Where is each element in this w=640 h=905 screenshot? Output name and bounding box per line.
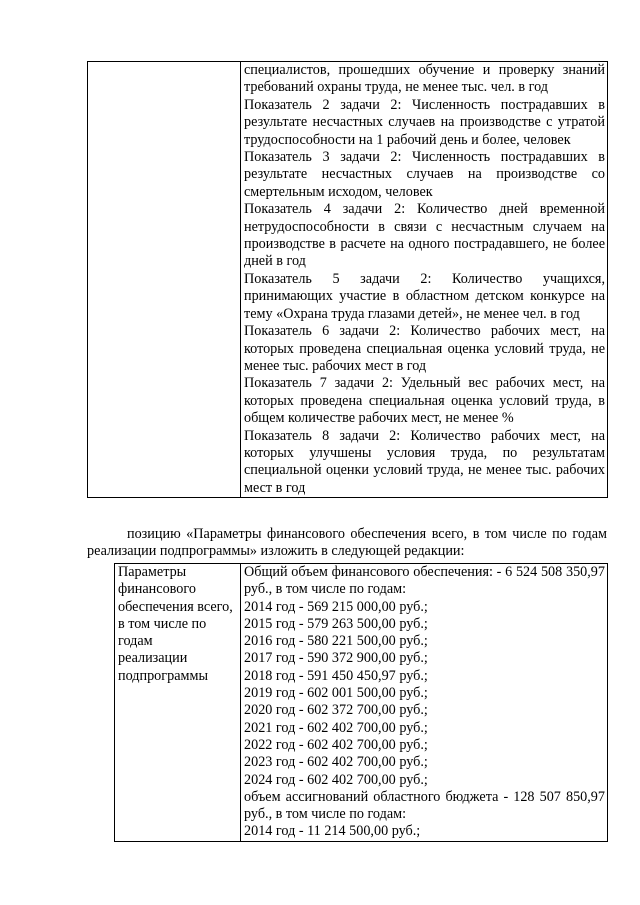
year-amount: 2014 год - 569 215 000,00 руб.; xyxy=(244,598,428,615)
amendment-paragraph: позицию «Параметры финансового обеспечения всего, в том числе по годам реализации подпрограммы» изложить в следующей редакции: xyxy=(87,526,607,560)
indicator-7: Показатель 7 задачи 2: Удельный вес рабочих мест, на которых проведена специальная оценка условий труда, в общем количестве рабочих мест, не менее % xyxy=(244,375,605,427)
empty-label-cell xyxy=(88,62,241,498)
indicator-2: Показатель 2 задачи 2: Численность пострадавших в результате несчастных случаев на производстве с утратой трудоспособности на 1 рабочий день и более, человек xyxy=(244,96,605,148)
label-line: обеспечения всего, xyxy=(118,598,233,615)
year-amount: 2020 год - 602 372 700,00 руб.; xyxy=(244,702,428,719)
financing-table xyxy=(114,563,608,842)
indicators-cell xyxy=(241,62,608,498)
year-amount: 2016 год - 580 221 500,00 руб.; xyxy=(244,633,428,650)
regional-budget-total: объем ассигнований областного бюджета - 128 507 850,97 руб., в том числе по годам: xyxy=(244,788,605,823)
indicator-4: Показатель 4 задачи 2: Количество дней временной нетрудоспособности в связи с несчастным случаем на производстве в расчете на одного пострадавшего, не более дней в год xyxy=(244,201,605,270)
table-row xyxy=(88,62,608,498)
indicator-8: Показатель 8 задачи 2: Количество рабочих мест, на которых улучшены условия труда, по результатам специальной оценки условий труда, не менее тыс. рабочих мест в год xyxy=(244,427,605,496)
year-amount: 2019 год - 602 001 500,00 руб.; xyxy=(244,685,428,702)
label-line: Параметры xyxy=(118,564,187,580)
label-line: подпрограммы xyxy=(118,667,208,684)
year-amount: 2017 год - 590 372 900,00 руб.; xyxy=(244,650,428,667)
label-line: в том числе по годам xyxy=(118,615,207,650)
indicator-3: Показатель 3 задачи 2: Численность пострадавших в результате несчастных случаев на производстве со смертельным исходом, человек xyxy=(244,149,605,200)
financing-values-cell xyxy=(241,564,608,842)
year-amount: 2015 год - 579 263 500,00 руб.; xyxy=(244,615,428,632)
total-financing: Общий объем финансового обеспечения: - 6 524 508 350,97 руб., в том числе по годам: xyxy=(244,564,605,598)
year-amount: 2018 год - 591 450 450,97 руб.; xyxy=(244,667,428,684)
label-line: финансового xyxy=(118,581,196,598)
regional-year-amount: 2014 год - 11 214 500,00 руб.; xyxy=(244,823,421,840)
year-amount: 2021 год - 602 402 700,00 руб.; xyxy=(244,719,428,736)
year-amount: 2023 год - 602 402 700,00 руб.; xyxy=(244,754,428,771)
year-amount: 2022 год - 602 402 700,00 руб.; xyxy=(244,736,428,753)
table-row xyxy=(115,564,608,842)
indicators-table xyxy=(87,61,608,498)
indicator-continuation: специалистов, прошедших обучение и проверку знаний требований охраны труда, не менее тыс. чел. в год xyxy=(244,62,605,96)
indicator-6: Показатель 6 задачи 2: Количество рабочих мест, на которых проведена специальная оценка условий труда, не менее тыс. рабочих мест в год xyxy=(244,323,605,374)
year-amount: 2024 год - 602 402 700,00 руб.; xyxy=(244,771,428,788)
label-line: реализации xyxy=(118,650,188,667)
indicator-5: Показатель 5 задачи 2: Количество учащихся, принимающих участие в областном детском конкурсе на тему «Охрана труда глазами детей», не менее чел. в год xyxy=(244,270,605,322)
financing-label-cell xyxy=(115,564,241,842)
